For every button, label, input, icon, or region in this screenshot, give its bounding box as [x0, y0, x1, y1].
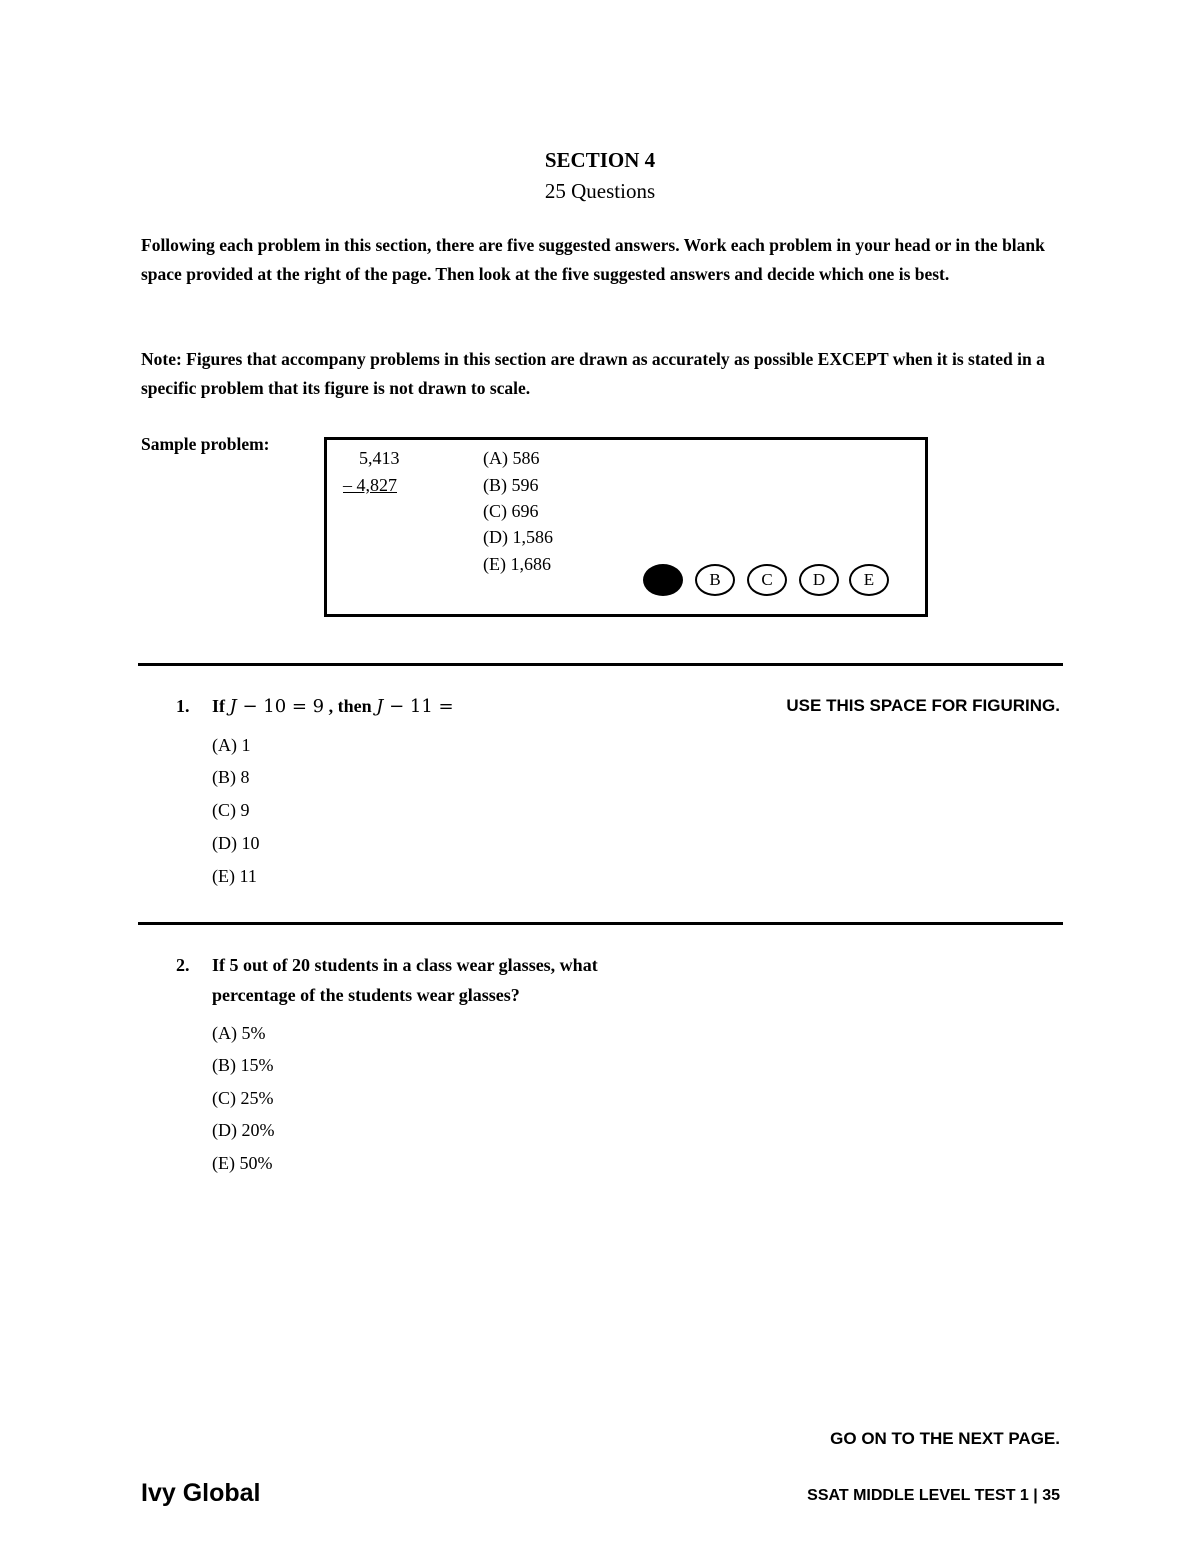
- question-1-choice-d: (D) 10: [212, 833, 260, 853]
- divider-line: [138, 663, 1063, 666]
- question-1-if: If: [212, 696, 225, 716]
- question-1-choice-c: (C) 9: [212, 800, 250, 820]
- instructions-note: Note: Figures that accompany problems in this section are drawn as accurately as possible EXCEPT when it is stated in a specific problem that its figure is not drawn to scale.: [141, 349, 1045, 398]
- sample-top-number: 5,413: [359, 448, 400, 468]
- answer-bubble-b: B: [695, 564, 735, 596]
- question-2-choice-c: (C) 25%: [212, 1088, 274, 1108]
- sample-choice-a: (A) 586: [483, 448, 540, 468]
- question-2-choice-e: (E) 50%: [212, 1153, 273, 1173]
- answer-bubble-e: E: [849, 564, 889, 596]
- section-title: SECTION 4: [544, 148, 656, 172]
- answer-bubble-c: C: [747, 564, 787, 596]
- question-count: 25 Questions: [544, 179, 656, 203]
- divider-line: [138, 922, 1063, 925]
- question-1-choice-a: (A) 1: [212, 735, 251, 755]
- question-2-choice-b: (B) 15%: [212, 1055, 274, 1075]
- sample-problem-box: [324, 437, 928, 617]
- question-1-expression-1: − 10 = 9: [236, 696, 325, 717]
- question-1-text: [212, 691, 454, 722]
- instructions-paragraph: Following each problem in this section, there are five suggested answers. Work each problem in your head or in the blank space provided at the right of the page. Then look at the five suggested answers and decide which one is best.: [141, 235, 1045, 284]
- question-1-choice-b: (B) 8: [212, 767, 250, 787]
- answer-bubble-a-filled: [643, 564, 683, 596]
- question-1-number: 1.: [176, 696, 190, 716]
- question-1-choice-e: (E) 11: [212, 866, 257, 886]
- sample-problem-label: Sample problem:: [141, 434, 270, 454]
- sample-bottom-number: – 4,827: [343, 475, 397, 495]
- question-2-choice-d: (D) 20%: [212, 1120, 275, 1140]
- question-1-variable-2: J: [376, 696, 384, 717]
- sample-choice-e: (E) 1,686: [483, 554, 551, 574]
- brand-logo-text: Ivy Global: [141, 1479, 261, 1507]
- go-on-next-page: GO ON TO THE NEXT PAGE.: [830, 1429, 1060, 1448]
- question-2-text-line-2: percentage of the students wear glasses?: [212, 985, 520, 1005]
- question-2-text-line-1: If 5 out of 20 students in a class wear glasses, what: [212, 955, 598, 975]
- sample-choice-c: (C) 696: [483, 501, 539, 521]
- sample-choice-d: (D) 1,586: [483, 527, 553, 547]
- question-2-number: 2.: [176, 955, 190, 975]
- question-2-choice-a: (A) 5%: [212, 1023, 266, 1043]
- answer-bubble-d: D: [799, 564, 839, 596]
- question-1-expression-2: − 11 =: [383, 696, 454, 717]
- question-1-then: , then: [324, 696, 377, 716]
- figuring-space-label: USE THIS SPACE FOR FIGURING.: [786, 696, 1060, 715]
- footer-test-name-page: SSAT MIDDLE LEVEL TEST 1 | 35: [807, 1487, 1060, 1504]
- question-1-variable: J: [229, 696, 237, 717]
- sample-choice-b: (B) 596: [483, 475, 539, 495]
